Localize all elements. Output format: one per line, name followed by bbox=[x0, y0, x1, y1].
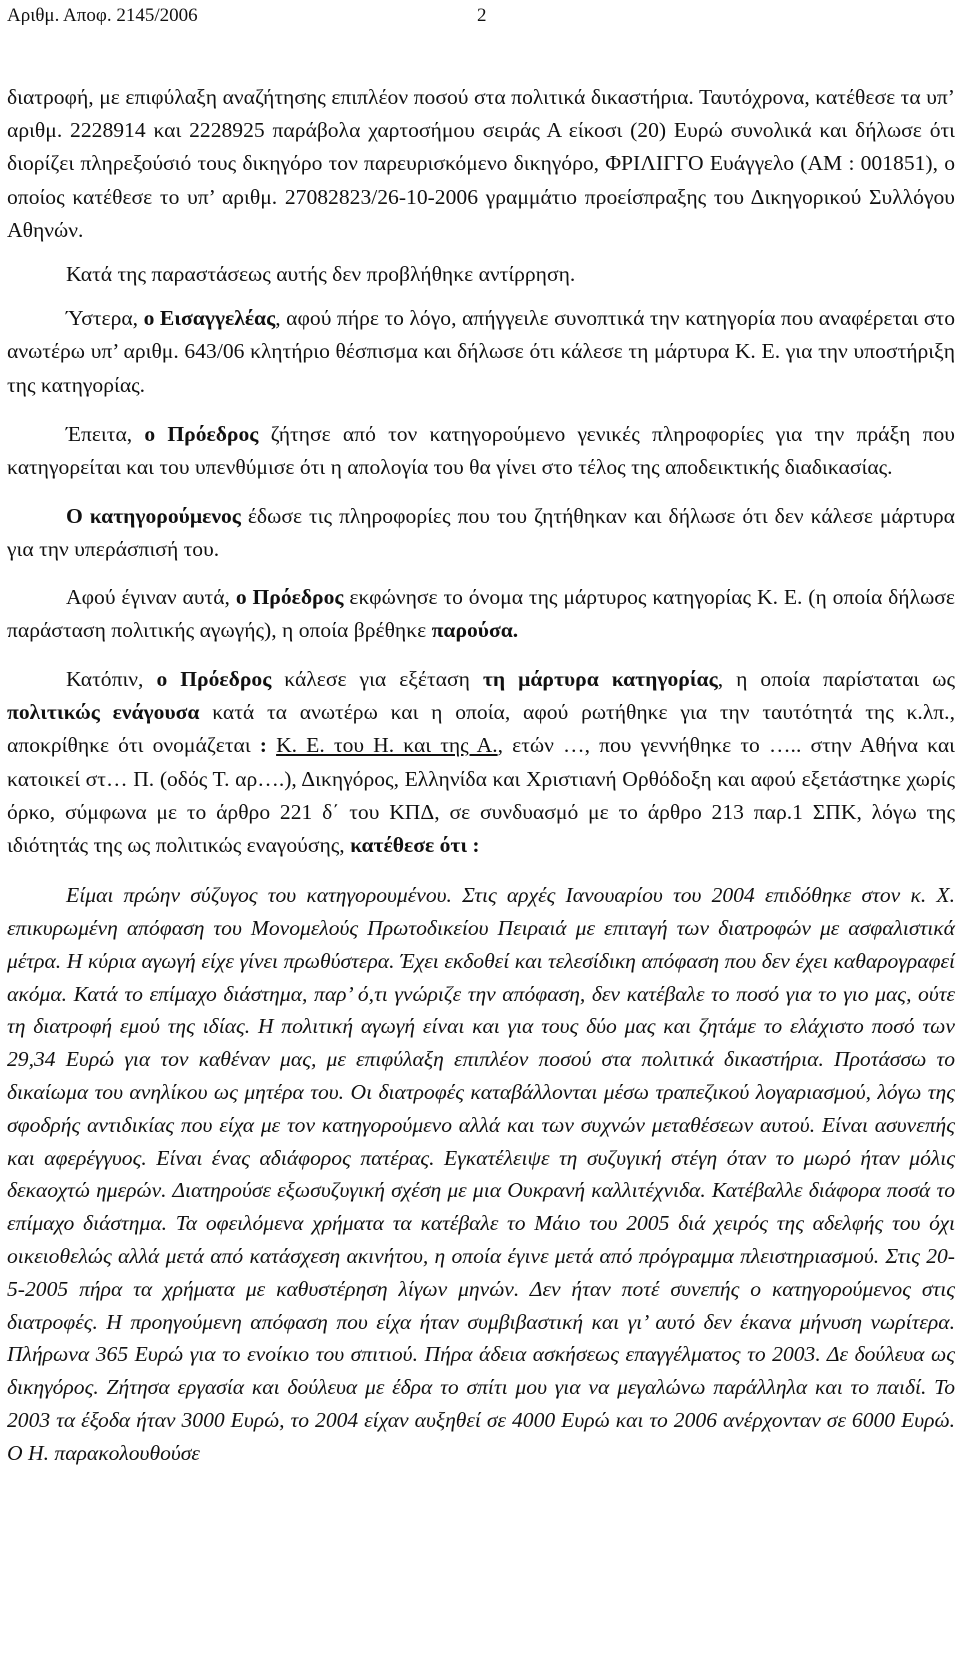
bold-run: πολιτικώς ενάγουσα bbox=[7, 700, 200, 725]
text-run: κατά τα ανωτέρω και η οποία, αφού ρωτήθηκε για την ταυτότητά της κ.λπ., αποκρίθηκε ότι ονομάζεται bbox=[7, 700, 955, 758]
text-run: κάλεσε για εξέταση bbox=[271, 667, 483, 692]
paragraph-continuation bbox=[7, 81, 955, 247]
bold-run: κατέθεσε ότι : bbox=[350, 833, 480, 858]
bold-run: ο Πρόεδρος bbox=[144, 421, 259, 446]
bold-run: ο Πρόεδρος bbox=[156, 667, 272, 692]
underlined-name: Κ. Ε. του Η. και της Α. bbox=[276, 733, 498, 758]
text-run: Αφού έγιναν αυτά, bbox=[66, 584, 236, 609]
text-run: Κατόπιν, bbox=[66, 667, 157, 692]
paragraph-text: Κατά της παραστάσεως αυτής δεν προβλήθηκε αντίρρηση. bbox=[66, 262, 576, 287]
text-run: , αφού πήρε το λόγο, απήγγειλε συνοπτικά την κατηγορία που αναφέρεται στο ανωτέρω υπ’ αριθμ. 643/06 κλητήριο θέσπισμα και δήλωσε ότι κάλεσε τη μάρτυρα Κ. Ε. για την υποστήριξη της κατηγορίας. bbox=[7, 306, 955, 397]
text-run: , η οποία παρίσταται ως bbox=[717, 667, 956, 692]
bold-run: ο Εισαγγελέας bbox=[143, 306, 276, 331]
paragraph-witness-called bbox=[7, 581, 955, 647]
paragraph-witness-examination bbox=[7, 663, 955, 862]
text-run: Έπειτα, bbox=[66, 421, 145, 446]
paragraph-text: διατροφή, με επιφύλαξη αναζήτησης επιπλέον ποσού στα πολιτικά δικαστήρια. Ταυτόχρονα, κατέθεσε τα υπ’ αριθμ. 2228914 και 2228925 παράβολα χαρτοσήμου σειράς Α είκοσι (20) Ευρώ συνολικά και δήλωσε ότι διορίζει πληρεξούσιό τους δικηγόρο τον παρευρισκόμενο δικηγόρο, ΦΡΙΛΙΓΓΟ Ευάγγελο (ΑΜ : 001851), ο οποίος κατέθεσε το υπ’ αριθμ. 27082823/26-10-2006 γραμμάτιο προείσπραξης του Δικηγορικού Συλλόγου Αθηνών. bbox=[7, 85, 955, 242]
document-body bbox=[7, 81, 955, 1470]
bold-run: ο Πρόεδρος bbox=[235, 584, 344, 609]
paragraph-president-info bbox=[7, 418, 955, 484]
paragraph-no-objection bbox=[7, 258, 955, 291]
bold-run: Ο κατηγορούμενος bbox=[66, 504, 241, 529]
witness-testimony bbox=[7, 879, 955, 1469]
text-run: ζήτησε από τον κατηγορούμενο γενικές πληροφορίες για την πράξη που κατηγορείται και του υπενθύμισε ότι η απολογία του θα γίνει στο τέλος της αποδεικτικής διαδικασίας. bbox=[7, 421, 955, 480]
paragraph-prosecutor bbox=[7, 302, 955, 402]
text-run: εκφώνησε το όνομα της μάρτυρος κατηγορίας Κ. Ε. (η οποία δήλωσε παράσταση πολιτικής αγωγής), η οποία βρέθηκε bbox=[7, 584, 955, 642]
text-run: Ύστερα, bbox=[66, 306, 144, 331]
bold-run: : bbox=[259, 733, 267, 758]
text-run: , ετών …, που γεννήθηκε το ….. στην Αθήνα και κατοικεί στ… Π. (οδός Τ. αρ….), Δικηγόρος, Ελληνίδα και Χριστιανή Ορθόδοξη και αφού εξετάστηκε χωρίς όρκο, σύμφωνα με το άρθρο 221 δ΄ του ΚΠΔ, σε συνδυασμό με το άρθρο 213 παρ.1 ΣΠΚ, λόγω της ιδιότητάς της ως πολιτικώς εναγούσης, bbox=[7, 733, 955, 858]
text-run: έδωσε τις πληροφορίες που του ζητήθηκαν και δήλωσε ότι δεν κάλεσε μάρτυρα για την υπεράσπισή του. bbox=[7, 504, 955, 562]
testimony-text: Είμαι πρώην σύζυγος του κατηγορουμένου. Στις αρχές Ιανουαρίου του 2004 επιδόθηκε στον κ. Χ. επικυρωμένη απόφαση του Μονομελούς Πρωτοδικείου Πειραιά με επιταγή των διατροφών με ασφαλιστικά μέτρα. Η κύρια αγωγή είχε γίνει πρωθύστερα. Έχει εκδοθεί και τελεσίδικη απόφαση που δεν έχει καθαρογραφεί ακόμα. Κατά το επίμαχο διάστημα, παρ’ ό,τι γνώριζε την απόφαση, δεν κατέβαλε το ποσό για το γιο μας, ούτε τη διατροφή εμού της ιδίας. Η πολιτική αγωγή είναι και για τους δύο μας και ζητάμε το ελάχιστο ποσό των 29,34 Ευρώ για τον καθέναν μας, με επιφύλαξη επιπλέον ποσού στα πολιτικά δικαστήρια. Προτάσσω το δικαίωμα του ανηλίκου ως μητέρα του. Οι διατροφές καταβάλλονται μέσω τραπεζικού λογαριασμού, λόγω της σφοδρής αντιδικίας που είχα με τον κατηγορούμενο αλλά και των συχνών μεταθέσεων αυτού. Είναι ασυνεπής και αφερέγγυος. Είναι ένας αδιάφορος πατέρας. Εγκατέλειψε τη συζυγική στέγη όταν το μωρό ήταν μόλις δεκαοχτώ ημερών. Διατηρούσε εξωσυζυγική σχέση με μια Ουκρανή καλλιτέχνιδα. Κατέβαλλε διάφορα ποσά το επίμαχο διάστημα. Τα οφειλόμενα χρήματα τα κατέβαλε το Μάιο του 2005 διά χειρός της αδελφής του όχι οικειοθελώς αλλά μετά από κατάσχεση ακινήτου, η οποία έγινε μετά από πρόγραμμα πλειστηριασμού. Στις 20-5-2005 πήρα τα χρήματα με καθυστέρηση λίγων μηνών. Δεν ήταν ποτέ συνεπής ο κατηγορούμενος στις διατροφές. Η προηγούμενη απόφαση που είχα ήταν συμβιβαστική και γι’ αυτό δεν έκανα μήνυση νωρίτερα. Πλήρωνα 365 Ευρώ για το ενοίκιο του σπιτιού. Πήρα άδεια ασκήσεως επαγγέλματος το 2003. Δε δούλευα ως δικηγόρος. Ζήτησα εργασία και δούλευα με έδρα το σπίτι μου για να μεγαλώνω παράλληλα και το παιδί. Το 2003 τα έξοδα ήταν 3000 Ευρώ, το 2004 είχαν αυξηθεί σε 4000 Ευρώ και το 2006 ανέρχονταν σε 6000 Ευρώ. Ο Η. παρακολουθούσε bbox=[7, 883, 955, 1465]
decision-number: Αριθμ. Αποφ. 2145/2006 bbox=[7, 5, 198, 26]
bold-run: παρούσα. bbox=[431, 617, 519, 642]
page-header bbox=[7, 1, 955, 29]
page-number: 2 bbox=[477, 5, 487, 26]
paragraph-defendant bbox=[7, 500, 955, 566]
bold-run: τη μάρτυρα κατηγορίας bbox=[482, 667, 718, 692]
